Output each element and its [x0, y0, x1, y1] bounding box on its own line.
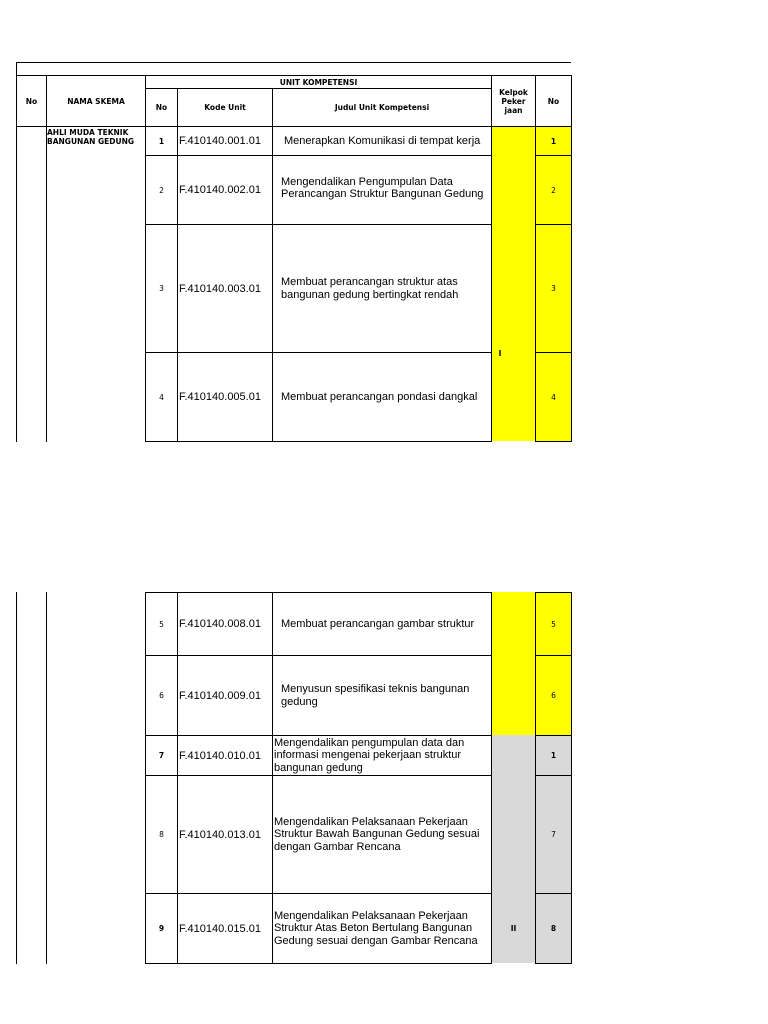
row-kelompok-no: 3 [551, 284, 556, 293]
row-no: 4 [159, 392, 164, 402]
row-no: 7 [158, 751, 165, 760]
row-judul-unit: Membuat perancangan pondasi dangkal [281, 390, 478, 403]
row-kelompok-no: 2 [551, 185, 556, 195]
grid-line [145, 441, 491, 442]
row-no: 8 [159, 830, 164, 839]
row-judul-unit: Menyusun spesifikasi teknis bangunan gedung [281, 683, 470, 708]
skema-name: AHLI MUDA TEKNIK BANGUNAN GEDUNG [47, 128, 135, 146]
grid-line [145, 963, 491, 964]
row-kode-unit: F.410140.013.01 [179, 828, 261, 841]
row-kode-unit: F.410140.015.01 [179, 922, 261, 935]
header-unit-kompetensi: UNIT KOMPETENSI [279, 77, 358, 87]
row-judul-unit: Mengendalikan Pelaksanaan Pekerjaan Struktur Atas Beton Bertulang Bangunan Gedung sesuai dengan Gambar Rencana [274, 909, 478, 947]
row-no: 1 [158, 136, 165, 146]
kelompok-i-fill-cont [491, 592, 535, 735]
row-no: 9 [158, 924, 165, 933]
header-no-right: No [547, 96, 560, 106]
row-kelompok-no: 6 [551, 691, 556, 700]
grid-line [16, 62, 571, 63]
row-no: 5 [159, 619, 164, 629]
row-kode-unit: F.410140.009.01 [179, 689, 261, 702]
header-nama-skema: NAMA SKEMA [67, 96, 125, 106]
row-kode-unit: F.410140.001.01 [179, 135, 261, 147]
row-kode-unit: F.410140.005.01 [179, 391, 261, 403]
row-kode-unit: F.410140.008.01 [179, 618, 261, 630]
header-judul-unit: Judul Unit Kompetensi [334, 103, 430, 112]
row-kelompok-no: 5 [551, 619, 556, 629]
row-judul-unit: Mengendalikan Pengumpulan Data Perancangan Struktur Bangunan Gedung [281, 175, 484, 200]
kelompok-label-i: I [498, 348, 502, 358]
row-kelompok-no: 1 [550, 136, 557, 146]
row-no: 6 [159, 691, 164, 700]
row-kelompok-no: 8 [550, 924, 557, 933]
row-kelompok-no: 4 [551, 392, 556, 402]
header-kelompok-pekerjaan: Kelpok Peker jaan [499, 87, 528, 115]
row-kode-unit: F.410140.010.01 [179, 749, 261, 762]
grid-line [536, 963, 571, 964]
grid-line [536, 441, 571, 442]
row-judul-unit: Mengendalikan pengumpulan data dan informasi mengenai pekerjaan struktur bangunan gedung [274, 736, 465, 774]
row-kode-unit: F.410140.002.01 [179, 184, 261, 196]
grid-line [571, 592, 572, 964]
grid-line [571, 75, 572, 442]
kelompok-label-ii: II [510, 924, 517, 933]
row-kelompok-no: 7 [551, 830, 556, 839]
row-judul-unit: Membuat perancangan gambar struktur [281, 617, 475, 630]
header-kode-unit: Kode Unit [204, 103, 246, 112]
grid-line [46, 592, 47, 964]
row-kode-unit: F.410140.003.01 [179, 282, 261, 295]
grid-line [491, 75, 492, 442]
header-no: No [25, 96, 38, 106]
row-judul-unit: Membuat perancangan struktur atas bangunan gedung bertingkat rendah [281, 276, 459, 301]
row-no: 3 [159, 284, 164, 293]
row-judul-unit: Menerapkan Komunikasi di tempat kerja [284, 134, 481, 147]
kelompok-i-fill [491, 126, 535, 441]
row-no: 2 [159, 185, 164, 195]
grid-line [16, 592, 17, 964]
header-unit-no: No [155, 103, 168, 112]
row-kelompok-no: 1 [550, 751, 557, 760]
row-judul-unit: Mengendalikan Pelaksanaan Pekerjaan Struktur Bawah Bangunan Gedung sesuai dengan Gambar Rencana [274, 815, 480, 853]
